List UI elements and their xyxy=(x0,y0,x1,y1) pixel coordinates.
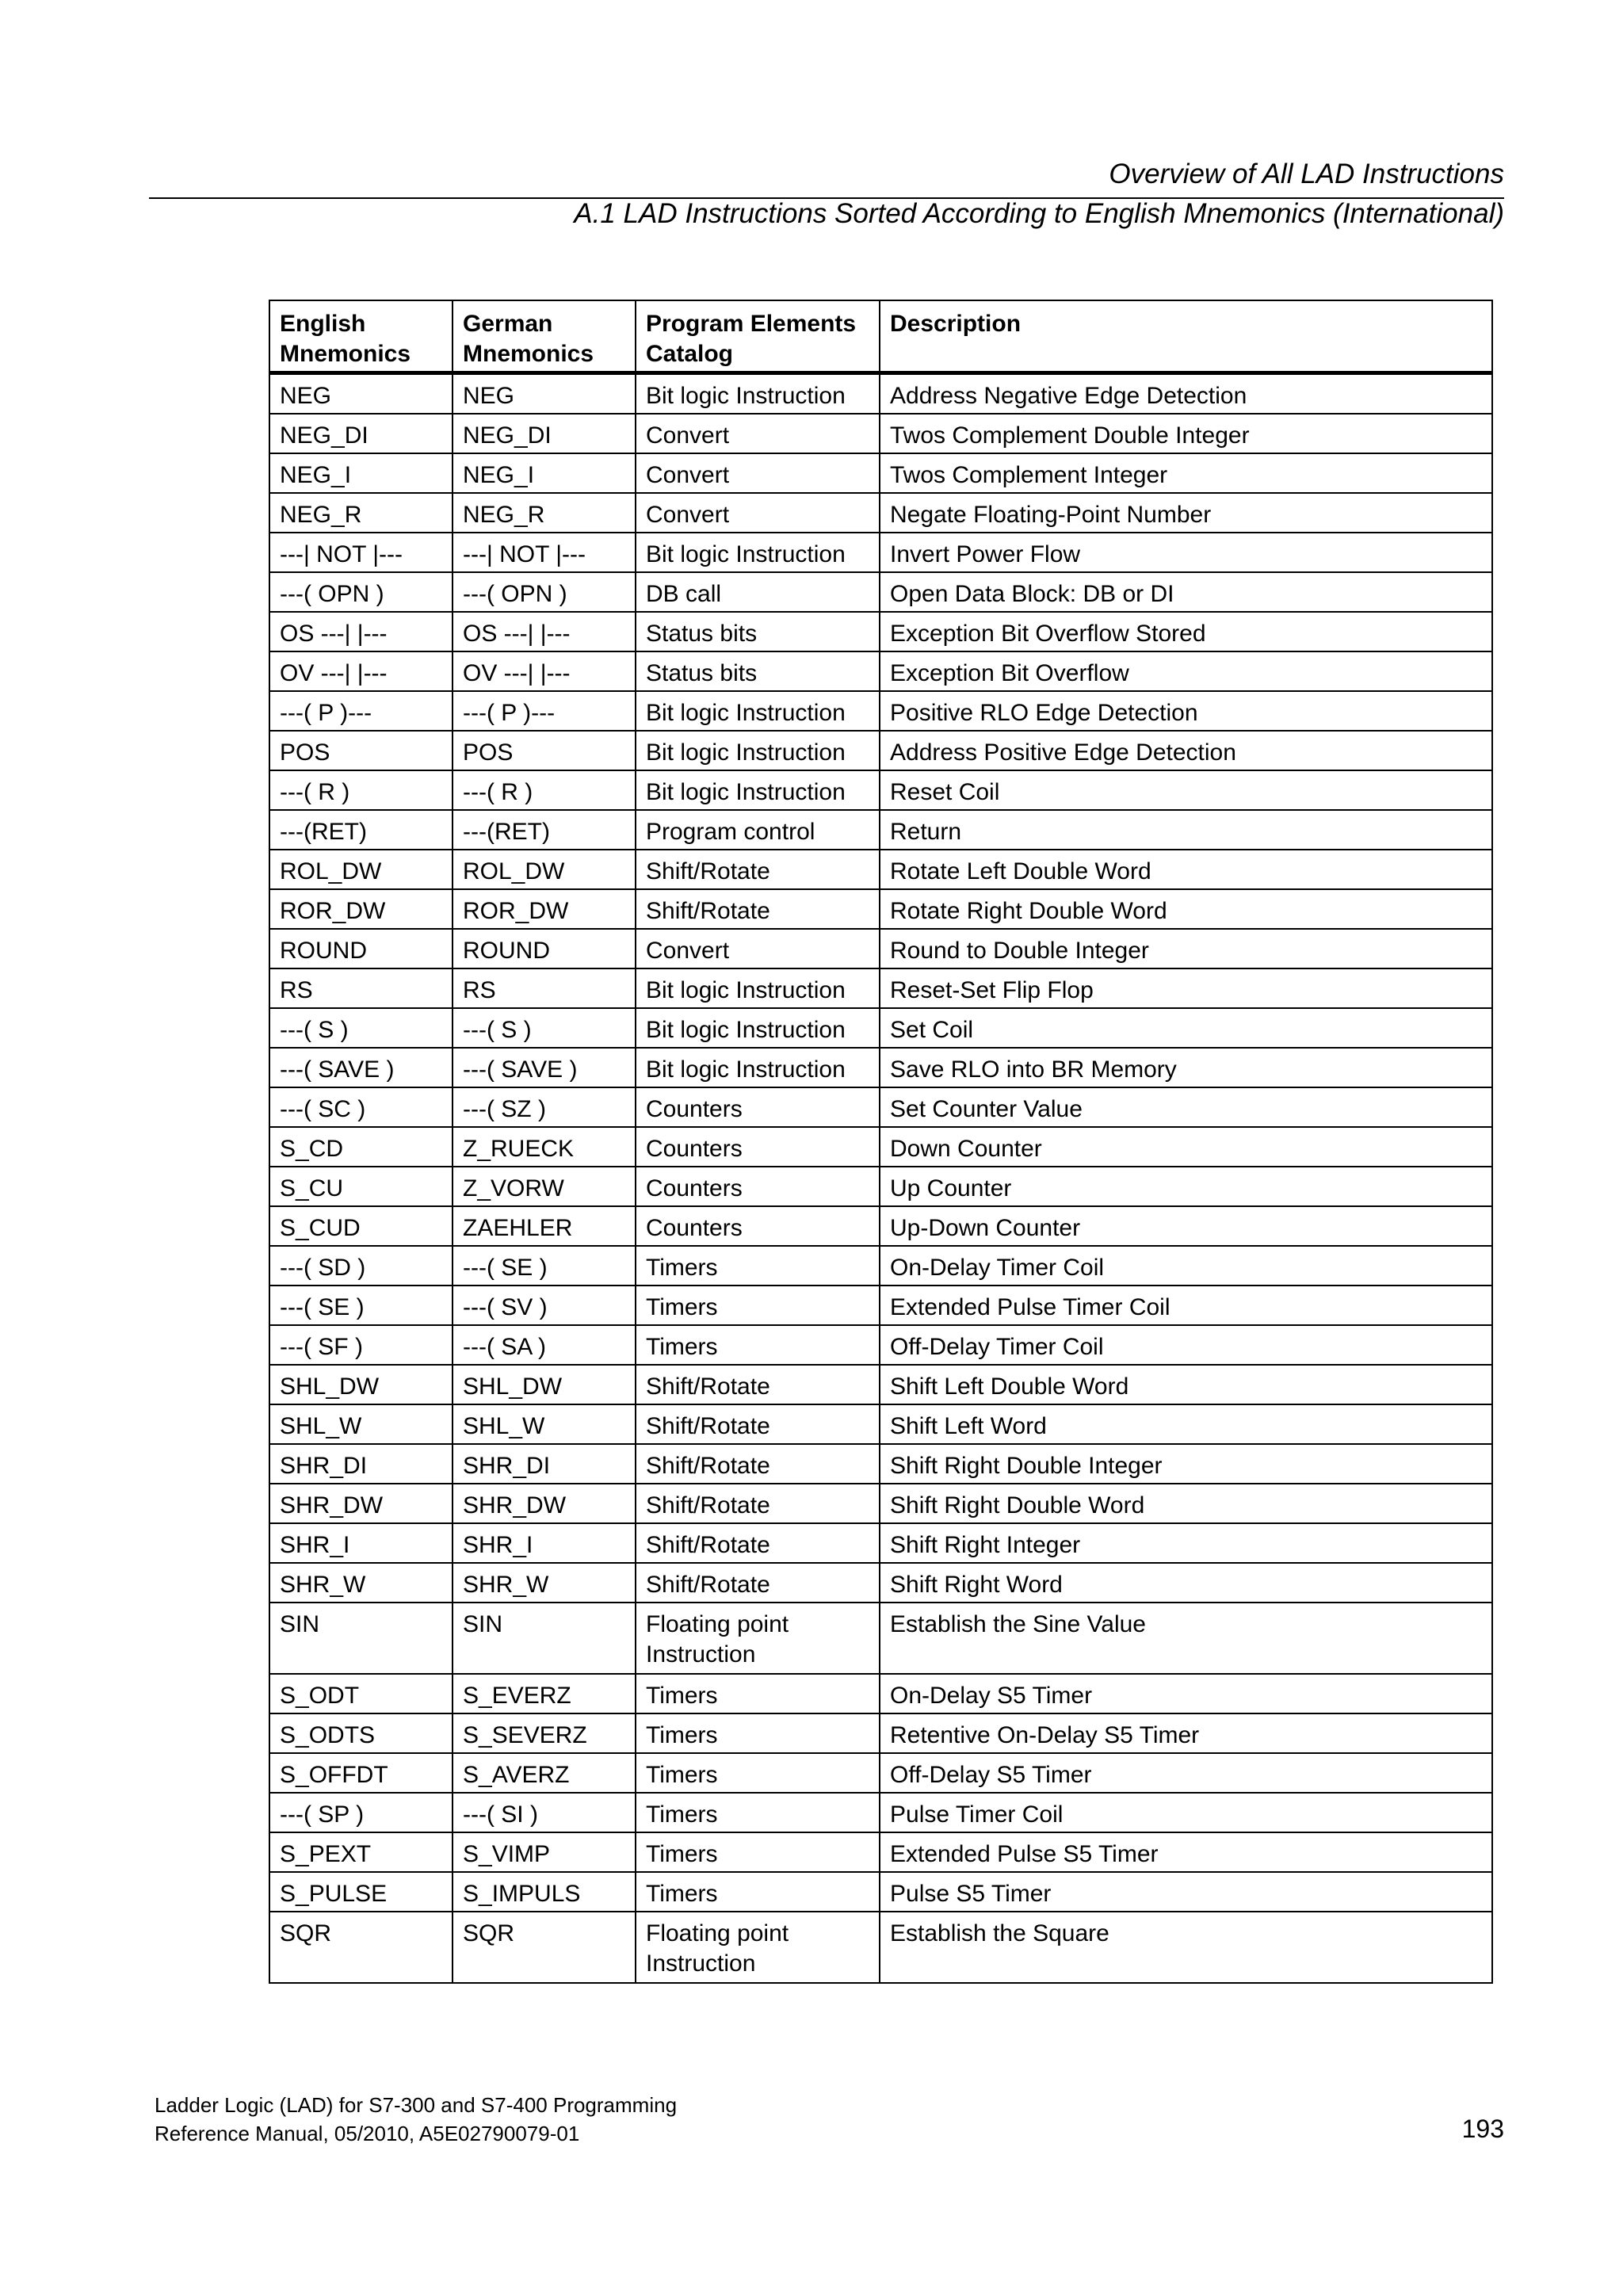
cell-german-mnemonic: SHR_I xyxy=(453,1523,636,1563)
cell-catalog: Bit logic Instruction xyxy=(636,1048,880,1087)
cell-catalog: Convert xyxy=(636,929,880,968)
cell-catalog: Floating point Instruction xyxy=(636,1912,880,1983)
cell-german-mnemonic: ZAEHLER xyxy=(453,1206,636,1246)
cell-catalog: Timers xyxy=(636,1286,880,1325)
footer-manual-edition: Reference Manual, 05/2010, A5E02790079-01 xyxy=(155,2122,580,2145)
table-row xyxy=(269,1365,1492,1404)
cell-catalog: Shift/Rotate xyxy=(636,1404,880,1444)
cell-english-mnemonic: SIN xyxy=(269,1603,453,1674)
cell-catalog: Bit logic Instruction xyxy=(636,731,880,770)
cell-english-mnemonic: S_ODT xyxy=(269,1674,453,1713)
cell-catalog: Status bits xyxy=(636,612,880,651)
cell-english-mnemonic: ROL_DW xyxy=(269,850,453,889)
table-row xyxy=(269,1484,1492,1523)
cell-description: Exception Bit Overflow Stored xyxy=(880,612,1492,651)
cell-description: Round to Double Integer xyxy=(880,929,1492,968)
table-row xyxy=(269,1325,1492,1365)
column-header-program-elements-catalog: Program Elements Catalog xyxy=(636,300,880,373)
table-row xyxy=(269,731,1492,770)
table-row xyxy=(269,1872,1492,1912)
section-title: Overview of All LAD Instructions xyxy=(1109,159,1504,189)
table-row xyxy=(269,1087,1492,1127)
table-row xyxy=(269,1912,1492,1983)
cell-catalog: Status bits xyxy=(636,651,880,691)
cell-english-mnemonic: RS xyxy=(269,968,453,1008)
cell-german-mnemonic: ---( SV ) xyxy=(453,1286,636,1325)
cell-description: Pulse S5 Timer xyxy=(880,1872,1492,1912)
cell-catalog: Timers xyxy=(636,1246,880,1286)
cell-english-mnemonic: ---( R ) xyxy=(269,770,453,810)
cell-german-mnemonic: SHL_DW xyxy=(453,1365,636,1404)
cell-german-mnemonic: SIN xyxy=(453,1603,636,1674)
cell-catalog: Timers xyxy=(636,1872,880,1912)
cell-german-mnemonic: ---( SZ ) xyxy=(453,1087,636,1127)
cell-english-mnemonic: ---( SD ) xyxy=(269,1246,453,1286)
cell-description: Rotate Right Double Word xyxy=(880,889,1492,929)
table-row xyxy=(269,1127,1492,1167)
cell-catalog: Counters xyxy=(636,1206,880,1246)
cell-catalog: Convert xyxy=(636,493,880,533)
cell-english-mnemonic: SHR_DW xyxy=(269,1484,453,1523)
cell-english-mnemonic: S_OFFDT xyxy=(269,1753,453,1793)
table-row xyxy=(269,493,1492,533)
cell-english-mnemonic: ---( SC ) xyxy=(269,1087,453,1127)
cell-description: Open Data Block: DB or DI xyxy=(880,572,1492,612)
page-number: 193 xyxy=(1461,2115,1504,2143)
table-row xyxy=(269,850,1492,889)
cell-description: Invert Power Flow xyxy=(880,533,1492,572)
cell-german-mnemonic: NEG_R xyxy=(453,493,636,533)
table-row xyxy=(269,1523,1492,1563)
table-row xyxy=(269,1167,1492,1206)
cell-description: Shift Right Integer xyxy=(880,1523,1492,1563)
cell-english-mnemonic: ---(RET) xyxy=(269,810,453,850)
table-row xyxy=(269,889,1492,929)
cell-german-mnemonic: SHR_DW xyxy=(453,1484,636,1523)
cell-catalog: Shift/Rotate xyxy=(636,1484,880,1523)
cell-english-mnemonic: ---( S ) xyxy=(269,1008,453,1048)
cell-catalog: Bit logic Instruction xyxy=(636,373,880,415)
cell-description: Set Counter Value xyxy=(880,1087,1492,1127)
cell-description: Shift Right Word xyxy=(880,1563,1492,1603)
section-subtitle: A.1 LAD Instructions Sorted According to English Mnemonics (International) xyxy=(574,198,1504,229)
cell-description: Off-Delay Timer Coil xyxy=(880,1325,1492,1365)
cell-english-mnemonic: SQR xyxy=(269,1912,453,1983)
table-row xyxy=(269,1563,1492,1603)
cell-catalog: Bit logic Instruction xyxy=(636,691,880,731)
cell-description: Exception Bit Overflow xyxy=(880,651,1492,691)
cell-english-mnemonic: ---| NOT |--- xyxy=(269,533,453,572)
cell-german-mnemonic: ---| NOT |--- xyxy=(453,533,636,572)
cell-catalog: Bit logic Instruction xyxy=(636,533,880,572)
cell-description: Down Counter xyxy=(880,1127,1492,1167)
cell-description: Address Negative Edge Detection xyxy=(880,373,1492,415)
cell-german-mnemonic: OS ---| |--- xyxy=(453,612,636,651)
cell-description: Reset Coil xyxy=(880,770,1492,810)
cell-german-mnemonic: ---( P )--- xyxy=(453,691,636,731)
cell-catalog: Floating point Instruction xyxy=(636,1603,880,1674)
table-row xyxy=(269,453,1492,493)
table-row xyxy=(269,968,1492,1008)
cell-description: Set Coil xyxy=(880,1008,1492,1048)
cell-english-mnemonic: ---( SP ) xyxy=(269,1793,453,1832)
cell-catalog: Shift/Rotate xyxy=(636,1444,880,1484)
cell-german-mnemonic: RS xyxy=(453,968,636,1008)
table-row xyxy=(269,1206,1492,1246)
table-row xyxy=(269,1753,1492,1793)
cell-catalog: Timers xyxy=(636,1793,880,1832)
table-row xyxy=(269,612,1492,651)
cell-catalog: Convert xyxy=(636,414,880,453)
cell-german-mnemonic: Z_VORW xyxy=(453,1167,636,1206)
cell-english-mnemonic: ---( OPN ) xyxy=(269,572,453,612)
cell-catalog: Shift/Rotate xyxy=(636,1523,880,1563)
table-row xyxy=(269,1008,1492,1048)
cell-description: On-Delay Timer Coil xyxy=(880,1246,1492,1286)
cell-catalog: Convert xyxy=(636,453,880,493)
cell-german-mnemonic: OV ---| |--- xyxy=(453,651,636,691)
cell-english-mnemonic: ROR_DW xyxy=(269,889,453,929)
cell-english-mnemonic: S_CD xyxy=(269,1127,453,1167)
cell-catalog: Bit logic Instruction xyxy=(636,968,880,1008)
cell-german-mnemonic: SHR_W xyxy=(453,1563,636,1603)
cell-catalog: Shift/Rotate xyxy=(636,889,880,929)
cell-english-mnemonic: S_ODTS xyxy=(269,1713,453,1753)
cell-english-mnemonic: ---( SAVE ) xyxy=(269,1048,453,1087)
cell-english-mnemonic: NEG_DI xyxy=(269,414,453,453)
table-row xyxy=(269,1246,1492,1286)
cell-german-mnemonic: NEG_I xyxy=(453,453,636,493)
cell-description: Pulse Timer Coil xyxy=(880,1793,1492,1832)
cell-description: Positive RLO Edge Detection xyxy=(880,691,1492,731)
cell-catalog: Counters xyxy=(636,1087,880,1127)
cell-english-mnemonic: ---( P )--- xyxy=(269,691,453,731)
cell-german-mnemonic: ---( SA ) xyxy=(453,1325,636,1365)
cell-english-mnemonic: S_CUD xyxy=(269,1206,453,1246)
cell-description: Shift Right Double Integer xyxy=(880,1444,1492,1484)
column-header-english-mnemonics: English Mnemonics xyxy=(269,300,453,373)
table-row xyxy=(269,572,1492,612)
cell-german-mnemonic: POS xyxy=(453,731,636,770)
cell-english-mnemonic: NEG xyxy=(269,373,453,415)
footer-manual-title: Ladder Logic (LAD) for S7-300 and S7-400 Programming xyxy=(155,2093,678,2117)
cell-catalog: Shift/Rotate xyxy=(636,1563,880,1603)
cell-german-mnemonic: ROUND xyxy=(453,929,636,968)
cell-german-mnemonic: ---(RET) xyxy=(453,810,636,850)
cell-german-mnemonic: Z_RUECK xyxy=(453,1127,636,1167)
cell-german-mnemonic: ---( SAVE ) xyxy=(453,1048,636,1087)
cell-english-mnemonic: SHR_W xyxy=(269,1563,453,1603)
cell-description: Shift Right Double Word xyxy=(880,1484,1492,1523)
cell-english-mnemonic: ---( SF ) xyxy=(269,1325,453,1365)
table-row xyxy=(269,414,1492,453)
table-row xyxy=(269,1444,1492,1484)
cell-english-mnemonic: POS xyxy=(269,731,453,770)
table-row xyxy=(269,810,1492,850)
cell-english-mnemonic: OV ---| |--- xyxy=(269,651,453,691)
cell-catalog: Shift/Rotate xyxy=(636,850,880,889)
cell-german-mnemonic: S_AVERZ xyxy=(453,1753,636,1793)
cell-description: Shift Left Word xyxy=(880,1404,1492,1444)
cell-german-mnemonic: ---( S ) xyxy=(453,1008,636,1048)
table-body xyxy=(269,373,1492,1984)
cell-description: Save RLO into BR Memory xyxy=(880,1048,1492,1087)
cell-description: Return xyxy=(880,810,1492,850)
cell-english-mnemonic: S_PULSE xyxy=(269,1872,453,1912)
cell-english-mnemonic: S_PEXT xyxy=(269,1832,453,1872)
cell-description: Establish the Square xyxy=(880,1912,1492,1983)
cell-german-mnemonic: ---( OPN ) xyxy=(453,572,636,612)
cell-description: Extended Pulse Timer Coil xyxy=(880,1286,1492,1325)
cell-catalog: Bit logic Instruction xyxy=(636,770,880,810)
cell-description: Negate Floating-Point Number xyxy=(880,493,1492,533)
cell-english-mnemonic: SHR_I xyxy=(269,1523,453,1563)
column-header-german-mnemonics: German Mnemonics xyxy=(453,300,636,373)
cell-german-mnemonic: S_IMPULS xyxy=(453,1872,636,1912)
cell-description: Establish the Sine Value xyxy=(880,1603,1492,1674)
table-row xyxy=(269,691,1492,731)
table-row xyxy=(269,1793,1492,1832)
cell-catalog: Counters xyxy=(636,1167,880,1206)
cell-english-mnemonic: OS ---| |--- xyxy=(269,612,453,651)
cell-english-mnemonic: S_CU xyxy=(269,1167,453,1206)
cell-catalog: Counters xyxy=(636,1127,880,1167)
cell-catalog: Timers xyxy=(636,1713,880,1753)
cell-description: Retentive On-Delay S5 Timer xyxy=(880,1713,1492,1753)
cell-english-mnemonic: SHL_W xyxy=(269,1404,453,1444)
cell-english-mnemonic: SHL_DW xyxy=(269,1365,453,1404)
cell-german-mnemonic: S_VIMP xyxy=(453,1832,636,1872)
cell-german-mnemonic: ---( SI ) xyxy=(453,1793,636,1832)
cell-german-mnemonic: SHR_DI xyxy=(453,1444,636,1484)
cell-description: Address Positive Edge Detection xyxy=(880,731,1492,770)
footer-document-info xyxy=(155,2091,677,2148)
cell-description: Up Counter xyxy=(880,1167,1492,1206)
cell-catalog: Shift/Rotate xyxy=(636,1365,880,1404)
cell-description: Twos Complement Double Integer xyxy=(880,414,1492,453)
cell-german-mnemonic: ROR_DW xyxy=(453,889,636,929)
cell-german-mnemonic: NEG xyxy=(453,373,636,415)
table-row xyxy=(269,1404,1492,1444)
cell-german-mnemonic: NEG_DI xyxy=(453,414,636,453)
cell-german-mnemonic: S_SEVERZ xyxy=(453,1713,636,1753)
column-header-description: Description xyxy=(880,300,1492,373)
table-row xyxy=(269,1832,1492,1872)
table-row xyxy=(269,1713,1492,1753)
cell-german-mnemonic: ROL_DW xyxy=(453,850,636,889)
cell-catalog: Timers xyxy=(636,1325,880,1365)
cell-description: Reset-Set Flip Flop xyxy=(880,968,1492,1008)
cell-german-mnemonic: ---( SE ) xyxy=(453,1246,636,1286)
cell-description: On-Delay S5 Timer xyxy=(880,1674,1492,1713)
cell-english-mnemonic: SHR_DI xyxy=(269,1444,453,1484)
cell-catalog: Timers xyxy=(636,1753,880,1793)
table-row xyxy=(269,770,1492,810)
table-row xyxy=(269,373,1492,415)
cell-catalog: Bit logic Instruction xyxy=(636,1008,880,1048)
cell-catalog: DB call xyxy=(636,572,880,612)
cell-german-mnemonic: SQR xyxy=(453,1912,636,1983)
cell-german-mnemonic: S_EVERZ xyxy=(453,1674,636,1713)
table-row xyxy=(269,651,1492,691)
table-row xyxy=(269,1603,1492,1674)
cell-description: Shift Left Double Word xyxy=(880,1365,1492,1404)
table-row xyxy=(269,533,1492,572)
cell-description: Extended Pulse S5 Timer xyxy=(880,1832,1492,1872)
table-row xyxy=(269,1286,1492,1325)
cell-catalog: Program control xyxy=(636,810,880,850)
table-header-row xyxy=(269,300,1492,373)
cell-english-mnemonic: NEG_I xyxy=(269,453,453,493)
cell-english-mnemonic: NEG_R xyxy=(269,493,453,533)
cell-german-mnemonic: ---( R ) xyxy=(453,770,636,810)
cell-description: Up-Down Counter xyxy=(880,1206,1492,1246)
cell-german-mnemonic: SHL_W xyxy=(453,1404,636,1444)
cell-catalog: Timers xyxy=(636,1832,880,1872)
cell-description: Off-Delay S5 Timer xyxy=(880,1753,1492,1793)
table-row xyxy=(269,929,1492,968)
table-row xyxy=(269,1674,1492,1713)
cell-english-mnemonic: ROUND xyxy=(269,929,453,968)
cell-english-mnemonic: ---( SE ) xyxy=(269,1286,453,1325)
cell-description: Twos Complement Integer xyxy=(880,453,1492,493)
cell-description: Rotate Left Double Word xyxy=(880,850,1492,889)
cell-catalog: Timers xyxy=(636,1674,880,1713)
table-row xyxy=(269,1048,1492,1087)
lad-instructions-table xyxy=(269,300,1493,1984)
